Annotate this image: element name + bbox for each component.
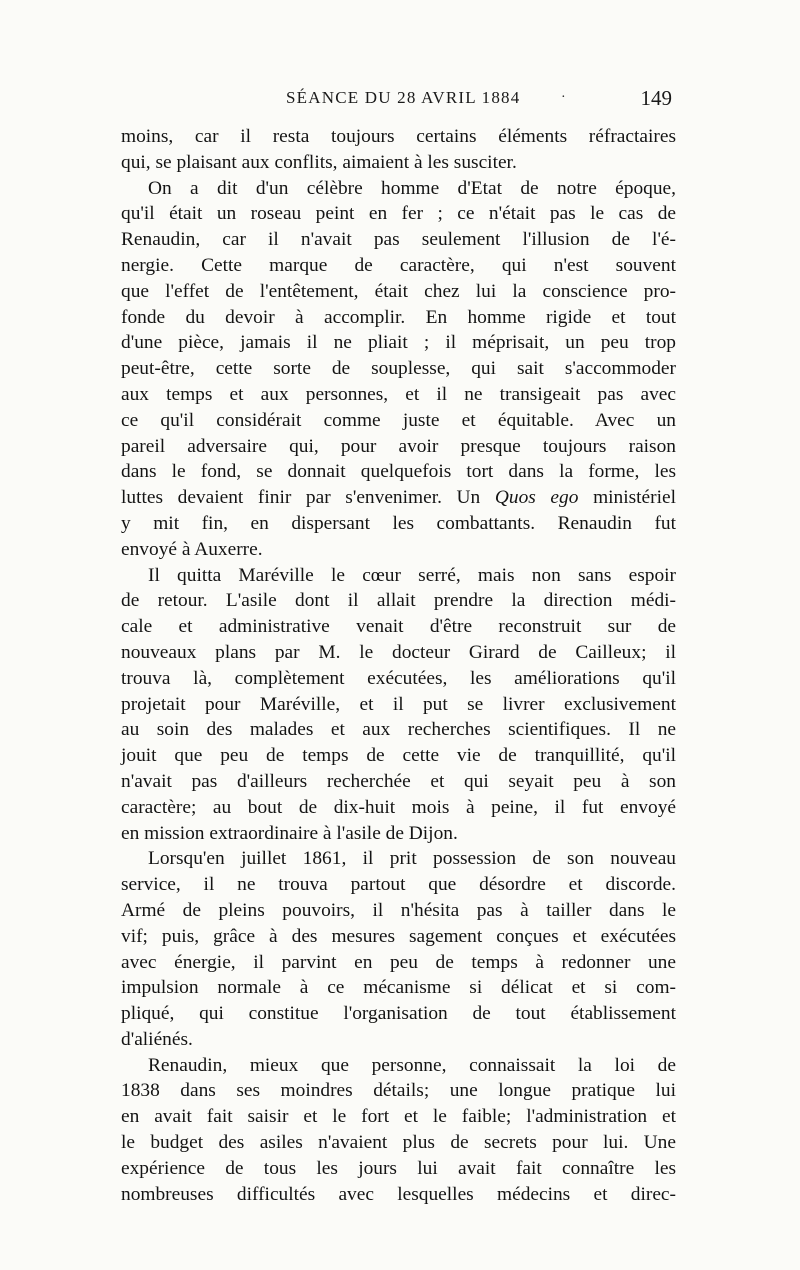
text-line [121,485,676,511]
italic-quote: Quos ego [494,487,579,509]
paragraph-3 [121,563,676,847]
text-line: On a dit d'un célèbre homme d'Etat de notre époque, [148,177,676,199]
text-line: dans le fond, se donnait quelquefois tort dans la forme, les [121,461,676,483]
page-number: 149 [640,86,672,110]
paragraph-1 [121,124,676,176]
text-line: qui, se plaisant aux conflits, aimaient à les susciter. [121,151,517,173]
body-text [121,124,676,1207]
text-line: qu'il était un roseau peint en fer ; ce n'était pas le cas de [121,203,676,225]
text-line: avec énergie, il parvint en peu de temps à redonner une [121,951,676,973]
text-line: que l'effet de l'entêtement, était chez lui la conscience pro- [121,280,676,302]
text-line: n'avait pas d'ailleurs recherchée et qui seyait peu à son [121,770,676,792]
text-line: nombreuses difficultés avec lesquelles médecins et direc- [121,1183,676,1205]
text-line: impulsion normale à ce mécanisme si délicat et si com- [121,977,676,999]
paragraph-4 [121,846,676,1052]
text-line: nergie. Cette marque de caractère, qui n'est souvent [121,254,676,276]
text-line: fonde du devoir à accomplir. En homme rigide et tout [121,306,676,328]
text-line: 1838 dans ses moindres détails; une longue pratique lui [121,1080,676,1102]
text-line: cale et administrative venait d'être reconstruit sur de [121,616,676,638]
text-line: d'une pièce, jamais il ne pliait ; il méprisait, un peu trop [121,332,676,354]
paragraph-2 [121,176,676,563]
text-segment: luttes devaient finir par s'envenimer. Un [121,487,481,509]
text-line: au soin des malades et aux recherches scientifiques. Il ne [121,719,676,741]
text-line: moins, car il resta toujours certains éléments réfractaires [121,126,676,147]
text-line: projetait pour Maréville, et il put se livrer exclusivement [121,693,676,715]
text-line: le budget des asiles n'avaient plus de secrets pour lui. Une [121,1132,676,1154]
paragraph-5 [121,1053,676,1208]
text-line: vif; puis, grâce à des mesures sagement conçues et exécutées [121,925,676,947]
text-line: pliqué, qui constitue l'organisation de tout établissement [121,1003,676,1025]
running-head [121,88,676,114]
running-title: SÉANCE DU 28 AVRIL 1884 [286,88,521,107]
text-line: nouveaux plans par M. le docteur Girard de Cailleux; il [121,641,676,663]
text-line: d'aliénés. [121,1028,193,1050]
text-line: y mit fin, en dispersant les combattants. Renaudin fut [121,512,676,534]
text-line: caractère; au bout de dix-huit mois à peine, il fut envoyé [121,796,676,818]
text-line: en mission extraordinaire à l'asile de Dijon. [121,822,458,844]
text-line: aux temps et aux personnes, et il ne transigeait pas avec [121,383,676,405]
text-line: peut-être, cette sorte de souplesse, qui sait s'accommoder [121,358,676,380]
text-line: en avait fait saisir et le fort et le faible; l'administration et [121,1106,676,1128]
text-line: ce qu'il considérait comme juste et équitable. Avec un [121,409,676,431]
text-line: trouva là, complètement exécutées, les améliorations qu'il [121,667,676,689]
text-line: envoyé à Auxerre. [121,538,263,560]
text-line: jouit que peu de temps de cette vie de tranquillité, qu'il [121,745,676,767]
text-segment: ministériel [593,487,676,509]
running-separator: · [561,90,566,105]
text-line: de retour. L'asile dont il allait prendre la direction médi- [121,590,676,612]
text-line: Renaudin, mieux que personne, connaissait la loi de [148,1054,676,1076]
text-line: Lorsqu'en juillet 1861, il prit possession de son nouveau [148,848,676,870]
text-line: Armé de pleins pouvoirs, il n'hésita pas à tailler dans le [121,899,676,921]
text-line: pareil adversaire qui, pour avoir presque toujours raison [121,435,676,457]
text-line: Il quitta Maréville le cœur serré, mais non sans espoir [148,564,676,586]
text-line: service, il ne trouva partout que désordre et discorde. [121,874,676,896]
text-line: Renaudin, car il n'avait pas seulement l'illusion de l'é- [121,229,676,251]
text-line: expérience de tous les jours lui avait fait connaître les [121,1157,676,1179]
